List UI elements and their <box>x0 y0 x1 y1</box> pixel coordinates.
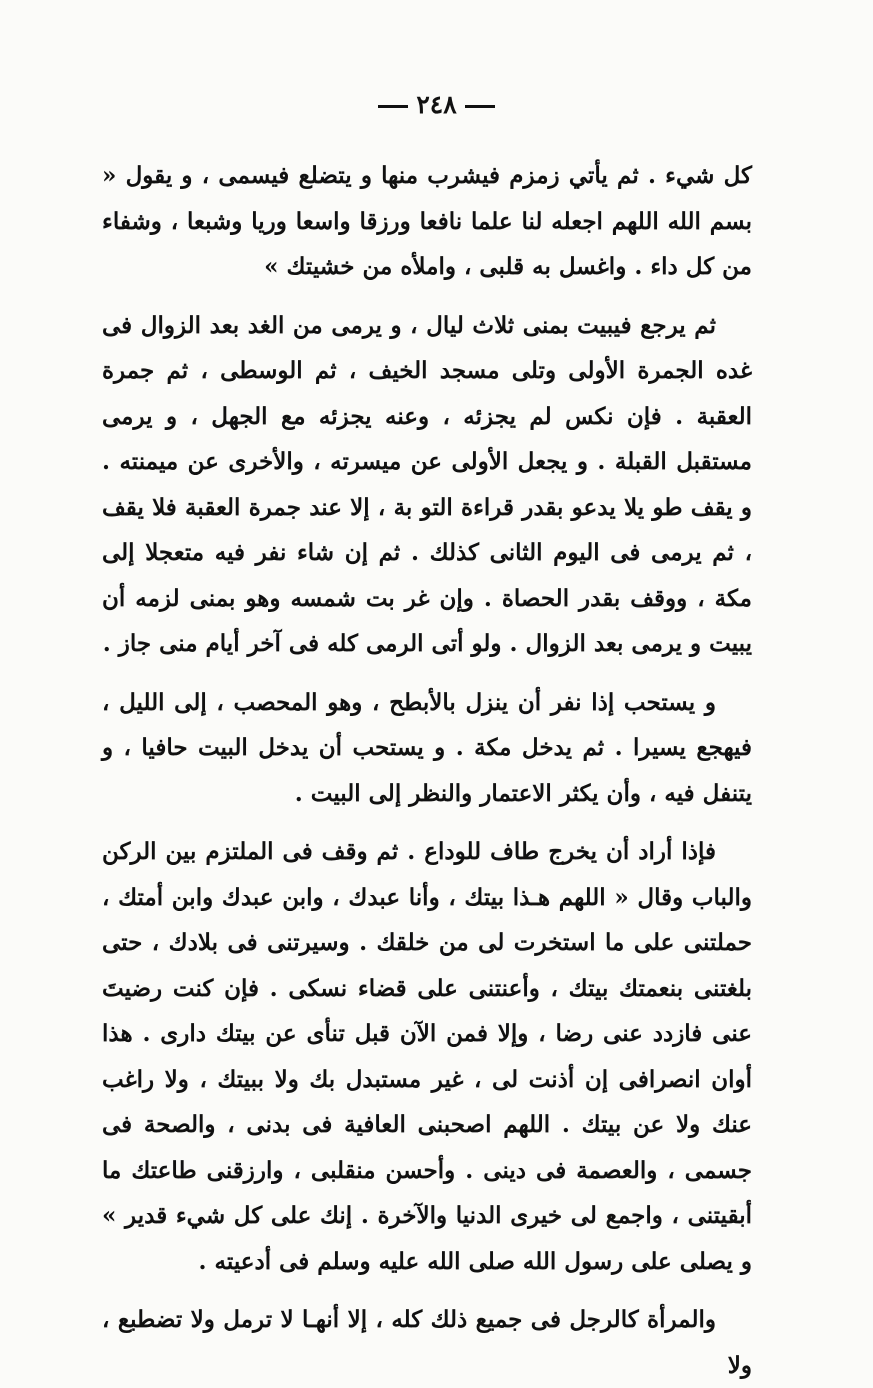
page-number-dash-right <box>465 105 495 108</box>
body-text <box>102 153 752 1388</box>
paragraph-farewell: فإذا أراد أن يخرج طاف للوداع . ثم وقف فى الملتزم بين الركن والباب وقال « اللهم هـذا بيتك ، وأنا عبدك ، وابن عبدك وابن أمتك ، حملتنى على ما استخرت لى من خلقك . وسيرتنى فى بلادك ، حتى بلغتنى بنعمتك بيتك ، وأعنتنى على قضاء نسكى . فإن كنت رضيتَ عنى فازدد عنى رضا ، وإلا فمن الآن قبل تنأى عن بيتك دارى . هذا أوان انصرافى إن أذنت لى ، غير مستبدل بك ولا ببيتك ، ولا راغب عنك ولا عن بيتك . اللهم اصحبنى العافية فى بدنى ، والصحة فى جسمى ، والعصمة فى دينى . وأحسن منقلبى ، وارزقنى طاعتك ما أبقيتنى ، واجمع لى خيرى الدنيا والآخرة . إنك على كل شيء قدير » و يصلى على رسول الله صلى الله عليه وسلم فى أدعيته . <box>102 838 752 1275</box>
paragraph-zamzam: كل شيء . ثم يأتي زمزم فيشرب منها و يتضلع فيسمى ، و يقول « بسم الله اللهم اجعله لنا علما نافعا ورزقا واسعا وريا وشبعا ، وشفاء من كل داء . واغسل به قلبى ، واملأه من خشيتك » <box>102 162 752 280</box>
page-number-dash-left <box>378 105 408 108</box>
paragraph-abtah: و يستحب إذا نفر أن ينزل بالأبطح ، وهو المحصب ، إلى الليل ، فيهجع يسيرا . ثم يدخل مكة . و يستحب أن يدخل البيت حافيا ، و يتنفل فيه ، وأن يكثر الاعتمار والنظر إلى البيت . <box>102 688 752 807</box>
paragraph-woman: والمرأة كالرجل فى جميع ذلك كله ، إلا أنهـا لا ترمل ولا تضطبع ، ولا <box>102 1306 752 1379</box>
page-number <box>0 90 873 119</box>
page-number-value: ٢٤٨ <box>416 90 457 119</box>
paragraph-mina-stoning: ثم يرجع فيبيت بمنى ثلاث ليال ، و يرمى من الغد بعد الزوال فى غده الجمرة الأولى وتلى مسجد الخيف ، ثم الوسطى ، ثم جمرة العقبة . فإن نكس لم يجزئه ، وعنه يجزئه مع الجهل ، و يرمى مستقبل القبلة . و يجعل الأولى عن ميسرته ، والأخرى عن ميمنته . و يقف طو يلا يدعو بقدر قراءة التو بة ، إلا عند جمرة العقبة فلا يقف ، ثم يرمى فى اليوم الثانى كذلك . ثم إن شاء نفر فيه متعجلا إلى مكة ، ووقف بقدر الحصاة . وإن غر بت شمسه وهو بمنى لزمه أن يبيت و يرمى بعد الزوال . ولو أتى الرمى كله فى آخر أيام منى جاز . <box>102 311 752 657</box>
